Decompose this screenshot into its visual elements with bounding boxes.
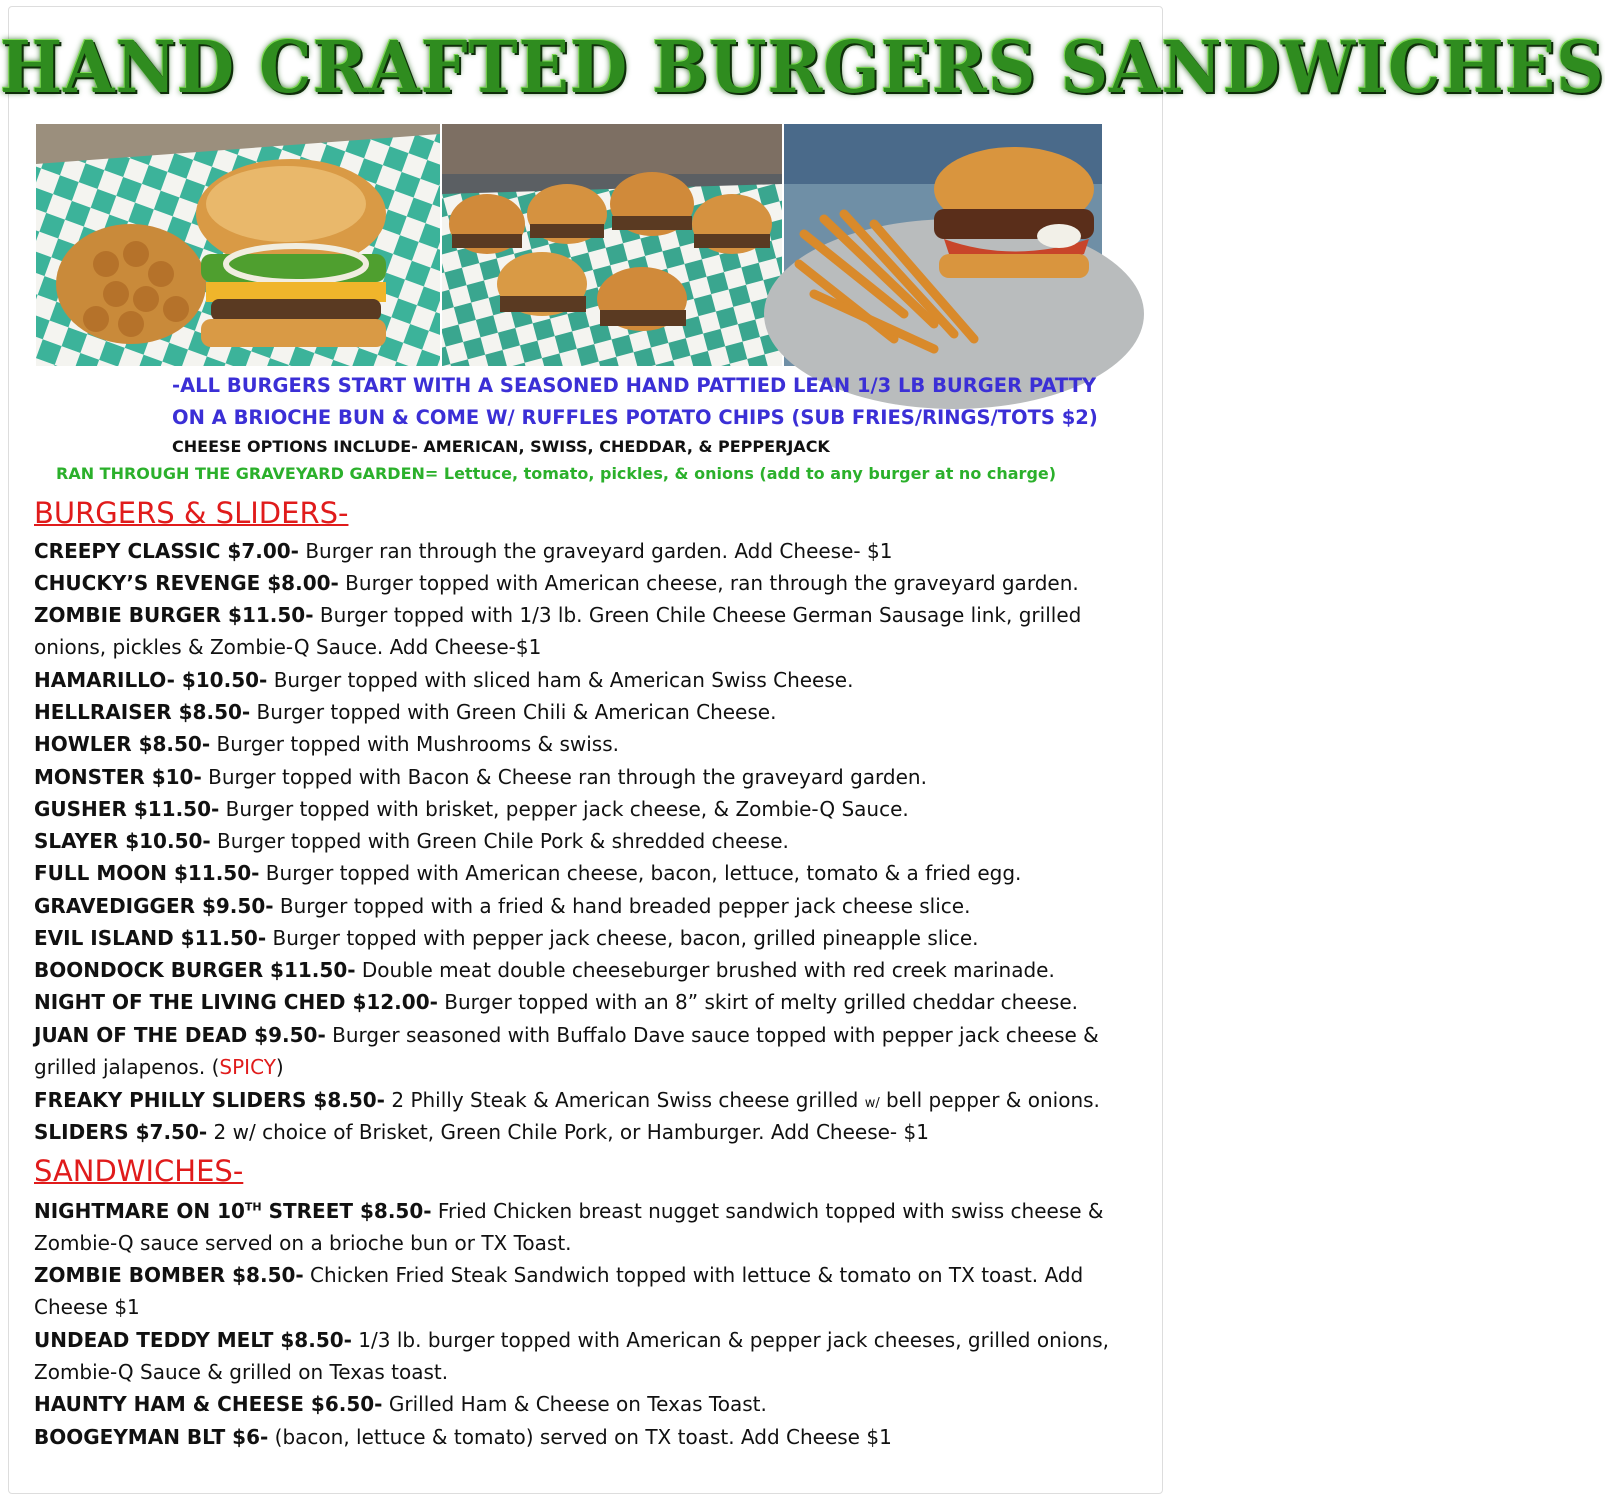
menu-item: EVIL ISLAND $11.50- Burger topped with pepper jack cheese, bacon, grilled pineapple slice. [34,926,979,950]
menu-item: ZOMBIE BURGER $11.50- Burger topped with 1/3 lb. Green Chile Cheese German Sausage link, grilled onions, pickles & Zombie-Q Sauce. Add Cheese-$1 [34,603,1082,660]
menu-item: ZOMBIE BOMBER $8.50- Chicken Fried Steak Sandwich topped with lettuce & tomato on TX toast. Add Cheese $1 [34,1263,1084,1320]
section-heading-burgers: BURGERS & SLIDERS- [34,496,349,530]
menu-item: FULL MOON $11.50- Burger topped with American cheese, bacon, lettuce, tomato & a fried egg. [34,861,1022,885]
spicy-label: SPICY [219,1055,276,1080]
intro-bun-chips: ON A BRIOCHE BUN & COME W/ RUFFLES POTATO CHIPS (SUB FRIES/RINGS/TOTS $2) [172,406,1098,429]
menu-item: HAMARILLO- $10.50- Burger topped with sliced ham & American Swiss Cheese. [34,668,854,692]
menu-item: JUAN OF THE DEAD $9.50- Burger seasoned with Buffalo Dave sauce topped with pepper jack cheese & grilled jalapenos. (SPICY) [34,1023,1099,1080]
photo-strip [36,124,1102,366]
burger-with-tots-photo [36,124,440,366]
menu-item: GRAVEDIGGER $9.50- Burger topped with a fried & hand breaded pepper jack cheese slice. [34,894,971,918]
menu-item: SLAYER $10.50- Burger topped with Green Chile Pork & shredded cheese. [34,829,789,853]
menu-item: HELLRAISER $8.50- Burger topped with Green Chili & American Cheese. [34,700,777,724]
menu-item: GUSHER $11.50- Burger topped with brisket, pepper jack cheese, & Zombie-Q Sauce. [34,797,909,821]
menu-item: CREEPY CLASSIC $7.00- Burger ran through the graveyard garden. Add Cheese- $1 [34,539,893,563]
intro-cheese-options: CHEESE OPTIONS INCLUDE- AMERICAN, SWISS, CHEDDAR, & PEPPERJACK [172,437,830,456]
menu-item: HAUNTY HAM & CHEESE $6.50- Grilled Ham & Cheese on Texas Toast. [34,1392,767,1416]
menu-item: HOWLER $8.50- Burger topped with Mushrooms & swiss. [34,732,619,756]
intro-burger-patty: -ALL BURGERS START WITH A SEASONED HAND PATTIED LEAN 1/3 LB BURGER PATTY [172,374,1097,397]
section-heading-sandwiches: SANDWICHES- [34,1154,244,1188]
sliders-basket-photo [442,124,782,366]
menu-item: NIGHT OF THE LIVING CHED $12.00- Burger topped with an 8” skirt of melty grilled cheddar cheese. [34,990,1078,1014]
burger-with-fries-photo [784,124,1102,366]
menu-item: SLIDERS $7.50- 2 w/ choice of Brisket, Green Chile Pork, or Hamburger. Add Cheese- $1 [34,1120,929,1144]
menu-item: UNDEAD TEDDY MELT $8.50- 1/3 lb. burger topped with American & pepper jack cheeses, grilled onions, Zombie-Q Sauce & grilled on Texas toast. [34,1328,1110,1385]
menu-item: FREAKY PHILLY SLIDERS $8.50- 2 Philly Steak & American Swiss cheese grilled w/ bell pepper & onions. [34,1088,1100,1112]
menu-item: BOONDOCK BURGER $11.50- Double meat double cheeseburger brushed with red creek marinade. [34,958,1055,982]
menu-item: NIGHTMARE ON 10TH STREET $8.50- Fried Chicken breast nugget sandwich topped with swiss cheese & Zombie-Q sauce served on a brioche bun or TX Toast. [34,1199,1104,1256]
menu-item: BOOGEYMAN BLT $6- (bacon, lettuce & tomato) served on TX toast. Add Cheese $1 [34,1425,892,1449]
menu-title: HAND CRAFTED BURGERS SANDWICHES [0,24,1605,110]
menu-item: MONSTER $10- Burger topped with Bacon & Cheese ran through the graveyard garden. [34,765,927,789]
menu-item: CHUCKY’S REVENGE $8.00- Burger topped with American cheese, ran through the graveyard garden. [34,571,1079,595]
intro-graveyard-garden: RAN THROUGH THE GRAVEYARD GARDEN= Lettuce, tomato, pickles, & onions (add to any burger at no charge) [56,464,1057,483]
